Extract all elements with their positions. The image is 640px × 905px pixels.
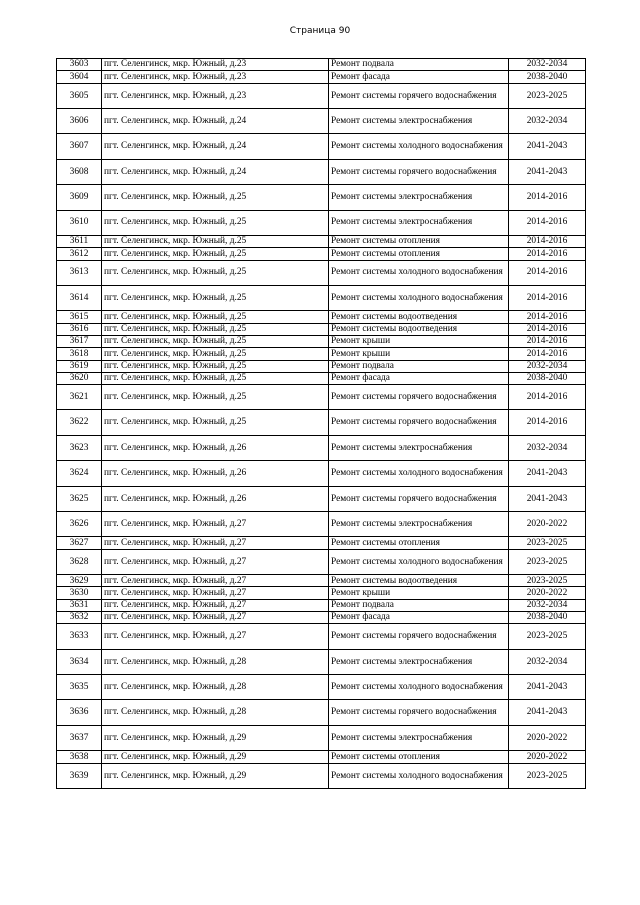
work-type-cell: Ремонт системы отопления	[329, 751, 509, 763]
row-number: 3610	[57, 210, 102, 235]
work-type-cell: Ремонт системы электроснабжения	[329, 435, 509, 460]
address-cell: пгт. Селенгинск, мкр. Южный, д.25	[102, 248, 329, 260]
work-type-cell: Ремонт подвала	[329, 599, 509, 611]
address-cell: пгт. Селенгинск, мкр. Южный, д.27	[102, 575, 329, 587]
table-row	[57, 83, 586, 108]
period-cell: 2038-2040	[509, 612, 586, 624]
period-cell: 2023-2025	[509, 575, 586, 587]
work-type-cell: Ремонт системы водоотведения	[329, 323, 509, 335]
address-cell: пгт. Селенгинск, мкр. Южный, д.23	[102, 71, 329, 83]
table-row	[57, 725, 586, 750]
work-type-cell: Ремонт системы отопления	[329, 235, 509, 247]
row-number: 3616	[57, 323, 102, 335]
period-cell: 2041-2043	[509, 134, 586, 159]
table-row	[57, 372, 586, 384]
address-cell: пгт. Селенгинск, мкр. Южный, д.24	[102, 108, 329, 133]
table-row	[57, 235, 586, 247]
address-cell: пгт. Селенгинск, мкр. Южный, д.28	[102, 649, 329, 674]
table-row	[57, 348, 586, 360]
address-cell: пгт. Селенгинск, мкр. Южный, д.25	[102, 311, 329, 323]
row-number: 3622	[57, 410, 102, 435]
row-number: 3613	[57, 260, 102, 285]
row-number: 3604	[57, 71, 102, 83]
work-type-cell: Ремонт системы электроснабжения	[329, 649, 509, 674]
row-number: 3635	[57, 675, 102, 700]
work-type-cell: Ремонт системы водоотведения	[329, 311, 509, 323]
address-cell: пгт. Селенгинск, мкр. Южный, д.27	[102, 549, 329, 574]
address-cell: пгт. Селенгинск, мкр. Южный, д.25	[102, 348, 329, 360]
address-cell: пгт. Селенгинск, мкр. Южный, д.25	[102, 410, 329, 435]
address-cell: пгт. Селенгинск, мкр. Южный, д.29	[102, 751, 329, 763]
address-cell: пгт. Селенгинск, мкр. Южный, д.27	[102, 599, 329, 611]
work-type-cell: Ремонт крыши	[329, 335, 509, 347]
period-cell: 2032-2034	[509, 360, 586, 372]
period-cell: 2014-2016	[509, 248, 586, 260]
row-number: 3617	[57, 335, 102, 347]
table-row	[57, 675, 586, 700]
row-number: 3608	[57, 159, 102, 184]
period-cell: 2023-2025	[509, 549, 586, 574]
period-cell: 2014-2016	[509, 235, 586, 247]
address-cell: пгт. Селенгинск, мкр. Южный, д.25	[102, 372, 329, 384]
table-row	[57, 763, 586, 788]
table-row	[57, 751, 586, 763]
period-cell: 2014-2016	[509, 323, 586, 335]
address-cell: пгт. Селенгинск, мкр. Южный, д.27	[102, 587, 329, 599]
work-type-cell: Ремонт фасада	[329, 612, 509, 624]
period-cell: 2023-2025	[509, 624, 586, 649]
period-cell: 2014-2016	[509, 385, 586, 410]
table-row	[57, 159, 586, 184]
period-cell: 2014-2016	[509, 285, 586, 310]
work-type-cell: Ремонт подвала	[329, 360, 509, 372]
period-cell: 2032-2034	[509, 649, 586, 674]
table-row	[57, 612, 586, 624]
table-row	[57, 59, 586, 71]
table-row	[57, 360, 586, 372]
address-cell: пгт. Селенгинск, мкр. Южный, д.27	[102, 624, 329, 649]
table-row	[57, 486, 586, 511]
table-row	[57, 385, 586, 410]
row-number: 3625	[57, 486, 102, 511]
address-cell: пгт. Селенгинск, мкр. Южный, д.25	[102, 235, 329, 247]
table-row	[57, 575, 586, 587]
work-type-cell: Ремонт системы горячего водоснабжения	[329, 486, 509, 511]
period-cell: 2032-2034	[509, 59, 586, 71]
work-type-cell: Ремонт системы холодного водоснабжения	[329, 763, 509, 788]
address-cell: пгт. Селенгинск, мкр. Южный, д.23	[102, 59, 329, 71]
address-cell: пгт. Селенгинск, мкр. Южный, д.26	[102, 486, 329, 511]
row-number: 3612	[57, 248, 102, 260]
work-type-cell: Ремонт системы водоотведения	[329, 575, 509, 587]
address-cell: пгт. Селенгинск, мкр. Южный, д.24	[102, 134, 329, 159]
row-number: 3614	[57, 285, 102, 310]
period-cell: 2032-2034	[509, 435, 586, 460]
period-cell: 2014-2016	[509, 335, 586, 347]
period-cell: 2041-2043	[509, 700, 586, 725]
work-type-cell: Ремонт системы горячего водоснабжения	[329, 159, 509, 184]
address-cell: пгт. Селенгинск, мкр. Южный, д.26	[102, 461, 329, 486]
work-type-cell: Ремонт системы горячего водоснабжения	[329, 385, 509, 410]
table-row	[57, 587, 586, 599]
row-number: 3633	[57, 624, 102, 649]
work-type-cell: Ремонт системы электроснабжения	[329, 185, 509, 210]
period-cell: 2020-2022	[509, 725, 586, 750]
address-cell: пгт. Селенгинск, мкр. Южный, д.24	[102, 159, 329, 184]
table-row	[57, 335, 586, 347]
row-number: 3626	[57, 512, 102, 537]
period-cell: 2041-2043	[509, 675, 586, 700]
address-cell: пгт. Селенгинск, мкр. Южный, д.23	[102, 83, 329, 108]
work-type-cell: Ремонт системы холодного водоснабжения	[329, 260, 509, 285]
period-cell: 2041-2043	[509, 486, 586, 511]
table-row	[57, 210, 586, 235]
table-row	[57, 624, 586, 649]
table-row	[57, 311, 586, 323]
table-row	[57, 323, 586, 335]
table-row	[57, 700, 586, 725]
row-number: 3620	[57, 372, 102, 384]
address-cell: пгт. Селенгинск, мкр. Южный, д.25	[102, 260, 329, 285]
table-row	[57, 549, 586, 574]
row-number: 3624	[57, 461, 102, 486]
work-type-cell: Ремонт подвала	[329, 59, 509, 71]
table-row	[57, 185, 586, 210]
row-number: 3636	[57, 700, 102, 725]
row-number: 3615	[57, 311, 102, 323]
table-row	[57, 435, 586, 460]
work-type-cell: Ремонт крыши	[329, 587, 509, 599]
period-cell: 2020-2022	[509, 751, 586, 763]
period-cell: 2023-2025	[509, 537, 586, 549]
row-number: 3606	[57, 108, 102, 133]
period-cell: 2041-2043	[509, 159, 586, 184]
address-cell: пгт. Селенгинск, мкр. Южный, д.25	[102, 185, 329, 210]
address-cell: пгт. Селенгинск, мкр. Южный, д.27	[102, 512, 329, 537]
table-row	[57, 248, 586, 260]
table-row	[57, 512, 586, 537]
period-cell: 2014-2016	[509, 210, 586, 235]
row-number: 3607	[57, 134, 102, 159]
work-type-cell: Ремонт системы холодного водоснабжения	[329, 675, 509, 700]
page-number-header: Страница 90	[289, 26, 351, 36]
work-type-cell: Ремонт системы холодного водоснабжения	[329, 461, 509, 486]
work-type-cell: Ремонт системы холодного водоснабжения	[329, 134, 509, 159]
work-type-cell: Ремонт системы отопления	[329, 248, 509, 260]
table-row	[57, 134, 586, 159]
row-number: 3619	[57, 360, 102, 372]
row-number: 3629	[57, 575, 102, 587]
table-row	[57, 108, 586, 133]
work-type-cell: Ремонт системы отопления	[329, 537, 509, 549]
address-cell: пгт. Селенгинск, мкр. Южный, д.25	[102, 385, 329, 410]
row-number: 3609	[57, 185, 102, 210]
table-row	[57, 537, 586, 549]
period-cell: 2038-2040	[509, 372, 586, 384]
address-cell: пгт. Селенгинск, мкр. Южный, д.29	[102, 763, 329, 788]
row-number: 3631	[57, 599, 102, 611]
address-cell: пгт. Селенгинск, мкр. Южный, д.25	[102, 285, 329, 310]
work-type-cell: Ремонт системы электроснабжения	[329, 108, 509, 133]
work-type-cell: Ремонт системы горячего водоснабжения	[329, 624, 509, 649]
row-number: 3618	[57, 348, 102, 360]
row-number: 3639	[57, 763, 102, 788]
row-number: 3621	[57, 385, 102, 410]
table-body	[57, 59, 586, 789]
address-cell: пгт. Селенгинск, мкр. Южный, д.27	[102, 537, 329, 549]
address-cell: пгт. Селенгинск, мкр. Южный, д.29	[102, 725, 329, 750]
table-row	[57, 649, 586, 674]
period-cell: 2032-2034	[509, 599, 586, 611]
table-row	[57, 461, 586, 486]
period-cell: 2020-2022	[509, 587, 586, 599]
period-cell: 2014-2016	[509, 410, 586, 435]
period-cell: 2014-2016	[509, 311, 586, 323]
row-number: 3638	[57, 751, 102, 763]
address-cell: пгт. Селенгинск, мкр. Южный, д.25	[102, 360, 329, 372]
table-row	[57, 410, 586, 435]
period-cell: 2023-2025	[509, 83, 586, 108]
address-cell: пгт. Селенгинск, мкр. Южный, д.25	[102, 210, 329, 235]
work-type-cell: Ремонт системы электроснабжения	[329, 210, 509, 235]
table-row	[57, 260, 586, 285]
work-type-cell: Ремонт системы горячего водоснабжения	[329, 700, 509, 725]
period-cell: 2032-2034	[509, 108, 586, 133]
address-cell: пгт. Селенгинск, мкр. Южный, д.27	[102, 612, 329, 624]
period-cell: 2014-2016	[509, 185, 586, 210]
work-type-cell: Ремонт системы холодного водоснабжения	[329, 549, 509, 574]
row-number: 3630	[57, 587, 102, 599]
work-type-cell: Ремонт системы холодного водоснабжения	[329, 285, 509, 310]
work-type-cell: Ремонт системы горячего водоснабжения	[329, 410, 509, 435]
row-number: 3611	[57, 235, 102, 247]
period-cell: 2014-2016	[509, 260, 586, 285]
table-row	[57, 71, 586, 83]
period-cell: 2014-2016	[509, 348, 586, 360]
row-number: 3637	[57, 725, 102, 750]
address-cell: пгт. Селенгинск, мкр. Южный, д.28	[102, 675, 329, 700]
address-cell: пгт. Селенгинск, мкр. Южный, д.26	[102, 435, 329, 460]
period-cell: 2038-2040	[509, 71, 586, 83]
address-cell: пгт. Селенгинск, мкр. Южный, д.28	[102, 700, 329, 725]
work-type-cell: Ремонт крыши	[329, 348, 509, 360]
period-cell: 2041-2043	[509, 461, 586, 486]
work-type-cell: Ремонт фасада	[329, 372, 509, 384]
work-type-cell: Ремонт системы электроснабжения	[329, 725, 509, 750]
row-number: 3632	[57, 612, 102, 624]
row-number: 3628	[57, 549, 102, 574]
row-number: 3623	[57, 435, 102, 460]
work-type-cell: Ремонт фасада	[329, 71, 509, 83]
row-number: 3634	[57, 649, 102, 674]
period-cell: 2023-2025	[509, 763, 586, 788]
row-number: 3627	[57, 537, 102, 549]
address-cell: пгт. Селенгинск, мкр. Южный, д.25	[102, 323, 329, 335]
row-number: 3605	[57, 83, 102, 108]
work-type-cell: Ремонт системы электроснабжения	[329, 512, 509, 537]
repair-schedule-table	[56, 58, 586, 789]
table-row	[57, 285, 586, 310]
address-cell: пгт. Селенгинск, мкр. Южный, д.25	[102, 335, 329, 347]
period-cell: 2020-2022	[509, 512, 586, 537]
row-number: 3603	[57, 59, 102, 71]
table-row	[57, 599, 586, 611]
work-type-cell: Ремонт системы горячего водоснабжения	[329, 83, 509, 108]
